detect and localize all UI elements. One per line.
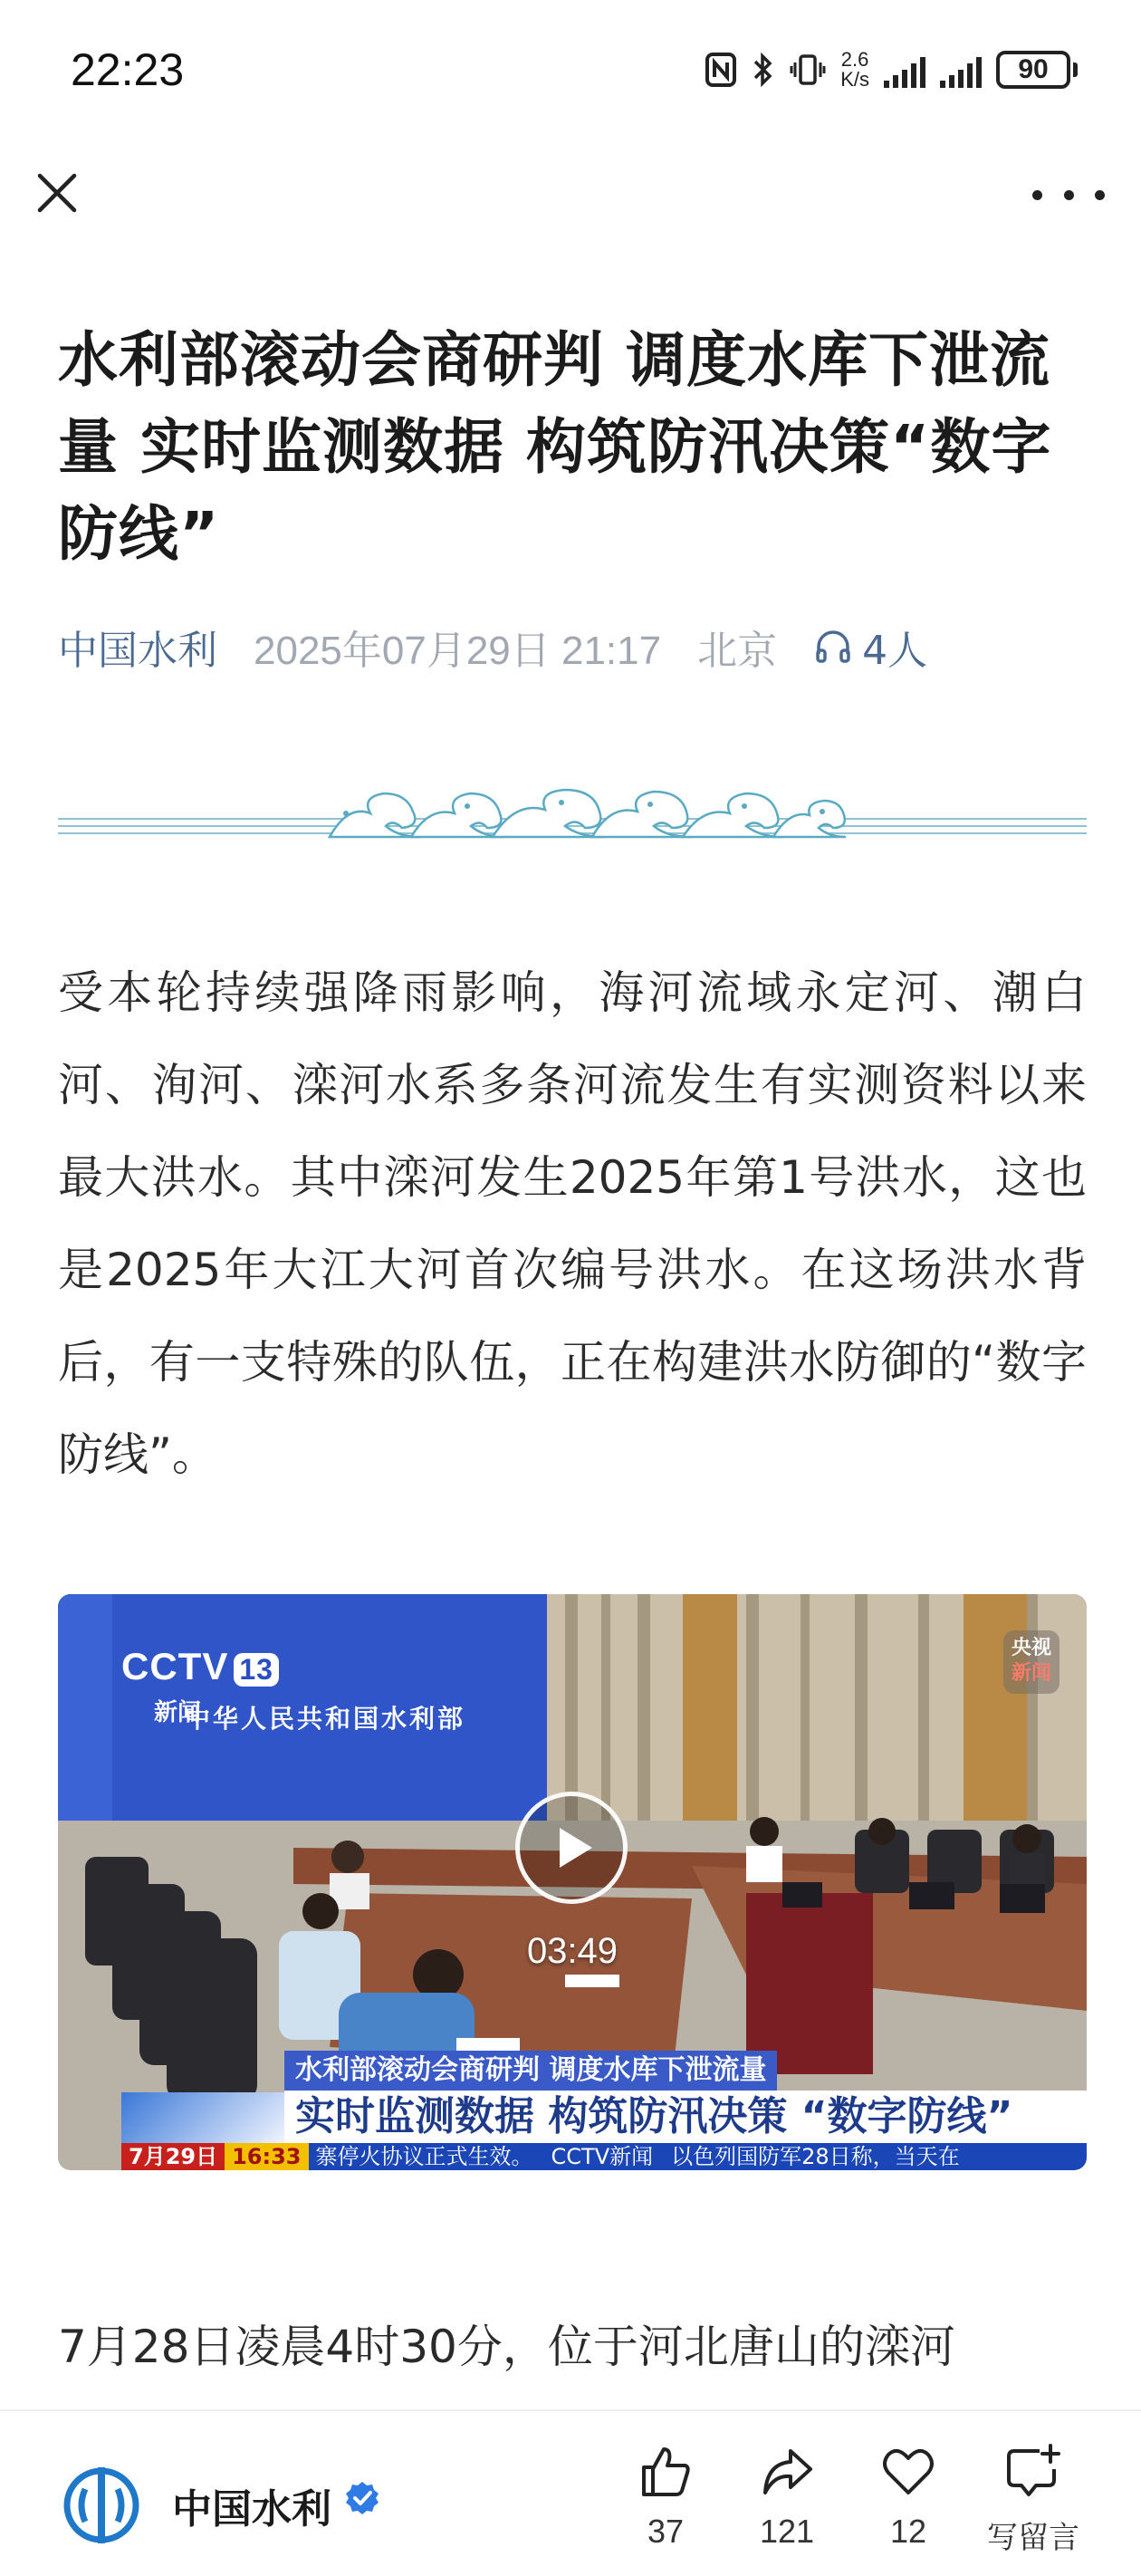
more-button[interactable]: [1032, 172, 1105, 217]
favorite-count: 12: [889, 2513, 927, 2550]
write-comment-button[interactable]: [974, 2442, 1092, 2569]
account-name[interactable]: 中国水利: [172, 2486, 331, 2533]
close-button[interactable]: [27, 163, 87, 223]
network-speed: 2.6 K/s: [840, 48, 869, 91]
article-title: 水利部滚动会商研判 调度水库下泄流量 实时监测数据 构筑防汛决策“数字防线”: [58, 325, 1052, 569]
publish-location: 北京: [697, 628, 778, 674]
share-count: 121: [759, 2513, 815, 2550]
thumbs-up-icon: [637, 2442, 695, 2500]
status-icons: [705, 47, 1078, 92]
caption-graphic: [121, 2092, 284, 2143]
play-button[interactable]: [515, 1792, 628, 1904]
news-logo: 央视 新闻: [1003, 1630, 1060, 1694]
channel-sub: 新闻: [154, 1699, 202, 1726]
wave-divider-decoration: [58, 786, 1087, 851]
write-comment-label: 写留言: [987, 2520, 1079, 2556]
channel-logo: CCTV 13: [121, 1645, 279, 1688]
source-link[interactable]: 中国水利: [58, 628, 217, 674]
video-duration: 03:49: [526, 1931, 618, 1971]
battery-icon: [996, 51, 1078, 89]
org-banner: 中华人民共和国水利部: [185, 1704, 466, 1734]
status-bar: [0, 0, 1141, 136]
article-paragraph: 7月28日凌晨4时30分，位于河北唐山的滦河: [58, 2321, 955, 2373]
video-player[interactable]: [58, 1594, 1087, 2170]
nfc-icon: [705, 52, 737, 88]
favorite-button[interactable]: [849, 2442, 967, 2569]
bluetooth-icon: [752, 52, 775, 88]
vibrate-icon: [790, 52, 826, 88]
close-icon: [34, 170, 80, 216]
battery-level: 90: [996, 51, 1070, 89]
comment-add-icon: [1003, 2442, 1063, 2500]
headphones-icon: [813, 627, 853, 667]
like-button[interactable]: [607, 2442, 724, 2569]
like-count: 37: [647, 2513, 685, 2550]
more-icon: [1032, 190, 1042, 200]
article-meta: [58, 621, 927, 672]
video-caption-line1: 水利部滚动会商研判 调度水库下泄流量: [284, 2051, 777, 2091]
share-icon: [758, 2442, 816, 2500]
article-paragraph: 受本轮持续强降雨影响，海河流域永定河、潮白河、洵河、滦河水系多条河流发生有实测资料以来最大洪水。其中滦河发生2025年第1号洪水，这也是2025年大江大河首次编号洪水。在这场洪水背后，有一支特殊的队伍，正在构建洪水防御的“数字防线”。: [58, 966, 1087, 1481]
verified-badge-icon: [344, 2480, 380, 2516]
status-time: 22:23: [71, 44, 185, 95]
play-icon: [560, 1828, 592, 1868]
listener-count: 4人: [862, 628, 928, 674]
bottom-action-bar: [0, 2409, 1141, 2576]
publish-datetime: 2025年07月29日 21:17: [254, 629, 662, 673]
share-button[interactable]: [728, 2442, 846, 2569]
listen-button[interactable]: [813, 618, 927, 676]
signal-icon-1: [884, 52, 925, 88]
account-logo[interactable]: [58, 2462, 145, 2549]
heart-icon: [879, 2442, 937, 2500]
news-ticker: 7月29日 16:33 寨停火协议正式生效。 CCTV新闻 以色列国防军28日称，当天在: [121, 2143, 1087, 2170]
video-caption-line2: 实时监测数据 构筑防汛决策 “数字防线”: [284, 2091, 1087, 2143]
signal-icon-2: [940, 52, 982, 88]
